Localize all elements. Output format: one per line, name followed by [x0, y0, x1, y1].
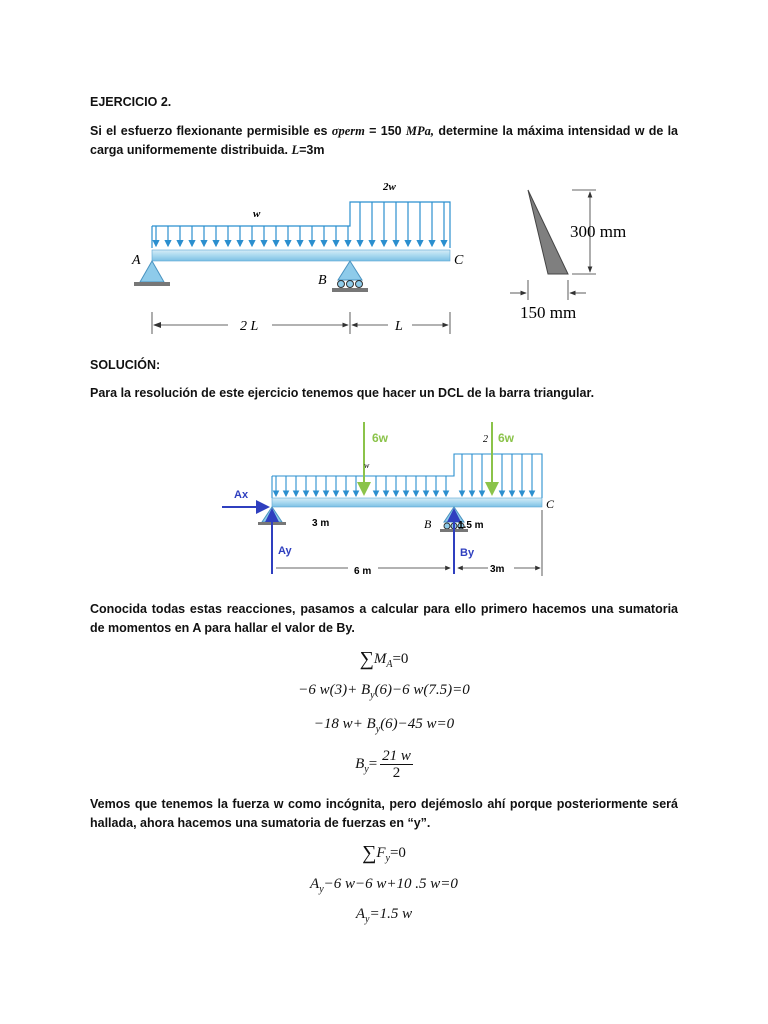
dim-l: L	[395, 319, 403, 334]
load-arrows-w	[156, 226, 348, 246]
label-by: By	[460, 547, 475, 559]
paragraph-moments: Conocida todas estas reacciones, pasamos a calcular para ello primero hacemos una sumatoria de momentos en A para hallar el valor de By.	[90, 602, 678, 635]
eq-moment-simplified: −18 $w+ B_y(6)-45$ w=0	[313, 716, 455, 735]
ground-b	[332, 288, 368, 292]
fbd-point-c: C	[546, 497, 555, 511]
problem-statement: Si el esfuerzo flexionante permisible es σperm = 150 MPa, determine la máxima intensidad w de la carga uniformemente distribuida. L=3m	[90, 124, 678, 157]
dim-1-5m: 1.5 m	[458, 520, 484, 531]
beam	[152, 250, 450, 261]
dim-2l: 2 L	[240, 319, 259, 334]
load-outline	[152, 202, 450, 248]
force-6w-1: 6w	[372, 431, 389, 445]
eq-forces-expansion: $A_y-6$ w−6 w+10 .5 w=0	[310, 876, 458, 895]
fbd-point-b: B	[424, 517, 432, 531]
beam-figure	[120, 172, 660, 342]
eq-moment-expansion: −6 $w(3)+ B_y(6)-6$ w(7.5)=0	[298, 682, 470, 701]
solution-heading: SOLUCIÓN:	[90, 358, 161, 372]
fbd-beam	[272, 498, 542, 507]
load-arrows-2w	[360, 202, 444, 246]
point-b: B	[318, 273, 327, 288]
paragraph-forces: Vemos que tenemos la fuerza w como incógnita, pero dejémoslo ahí porque posteriormente será hallada, ahora hacemos una sumatoria de fuerzas en “y”.	[90, 797, 678, 830]
fbd-load-arrows	[276, 454, 532, 496]
exercise-heading: EJERCICIO 2.	[90, 95, 172, 109]
pin-support-a	[140, 261, 164, 282]
sigma-perm: σperm	[331, 124, 365, 138]
fbd-figure	[218, 418, 568, 580]
dim-6m: 6 m	[354, 566, 372, 577]
label-ay: Ay	[278, 545, 292, 557]
label-w: w	[253, 208, 261, 220]
solution-intro: Para la resolución de este ejercicio tenemos que hacer un DCL de la barra triangular.	[90, 386, 595, 400]
label-2w: 2w	[383, 181, 396, 193]
dim-3m: 3 m	[312, 518, 330, 529]
triangular-section	[528, 190, 568, 274]
section-height: 300 mm	[570, 222, 627, 241]
dim-3m-b: 3m	[490, 564, 505, 575]
eq-ay-result: $A_y=1.5$ w	[355, 906, 413, 925]
label-ax: Ax	[234, 489, 249, 501]
fraction-21w-2: $\frac{21 w}{2}$	[382, 748, 411, 781]
svg-text:2: 2	[483, 434, 488, 445]
point-c: C	[454, 253, 464, 268]
eq-by-result: $B_y=$ $\frac{21 w}{2}$	[355, 748, 411, 781]
eq-sum-forces: $\sum F_y=0$	[362, 842, 406, 864]
force-6w-2: 6w	[498, 431, 515, 445]
eq-sum-moments: $\sum M_A=0$	[359, 648, 409, 670]
section-base: 150 mm	[520, 303, 577, 322]
svg-text:w: w	[364, 461, 370, 470]
unit-mpa: MPa,	[405, 124, 435, 138]
ground-a	[134, 282, 170, 286]
point-a: A	[132, 253, 141, 268]
roller-support-b	[338, 261, 362, 280]
